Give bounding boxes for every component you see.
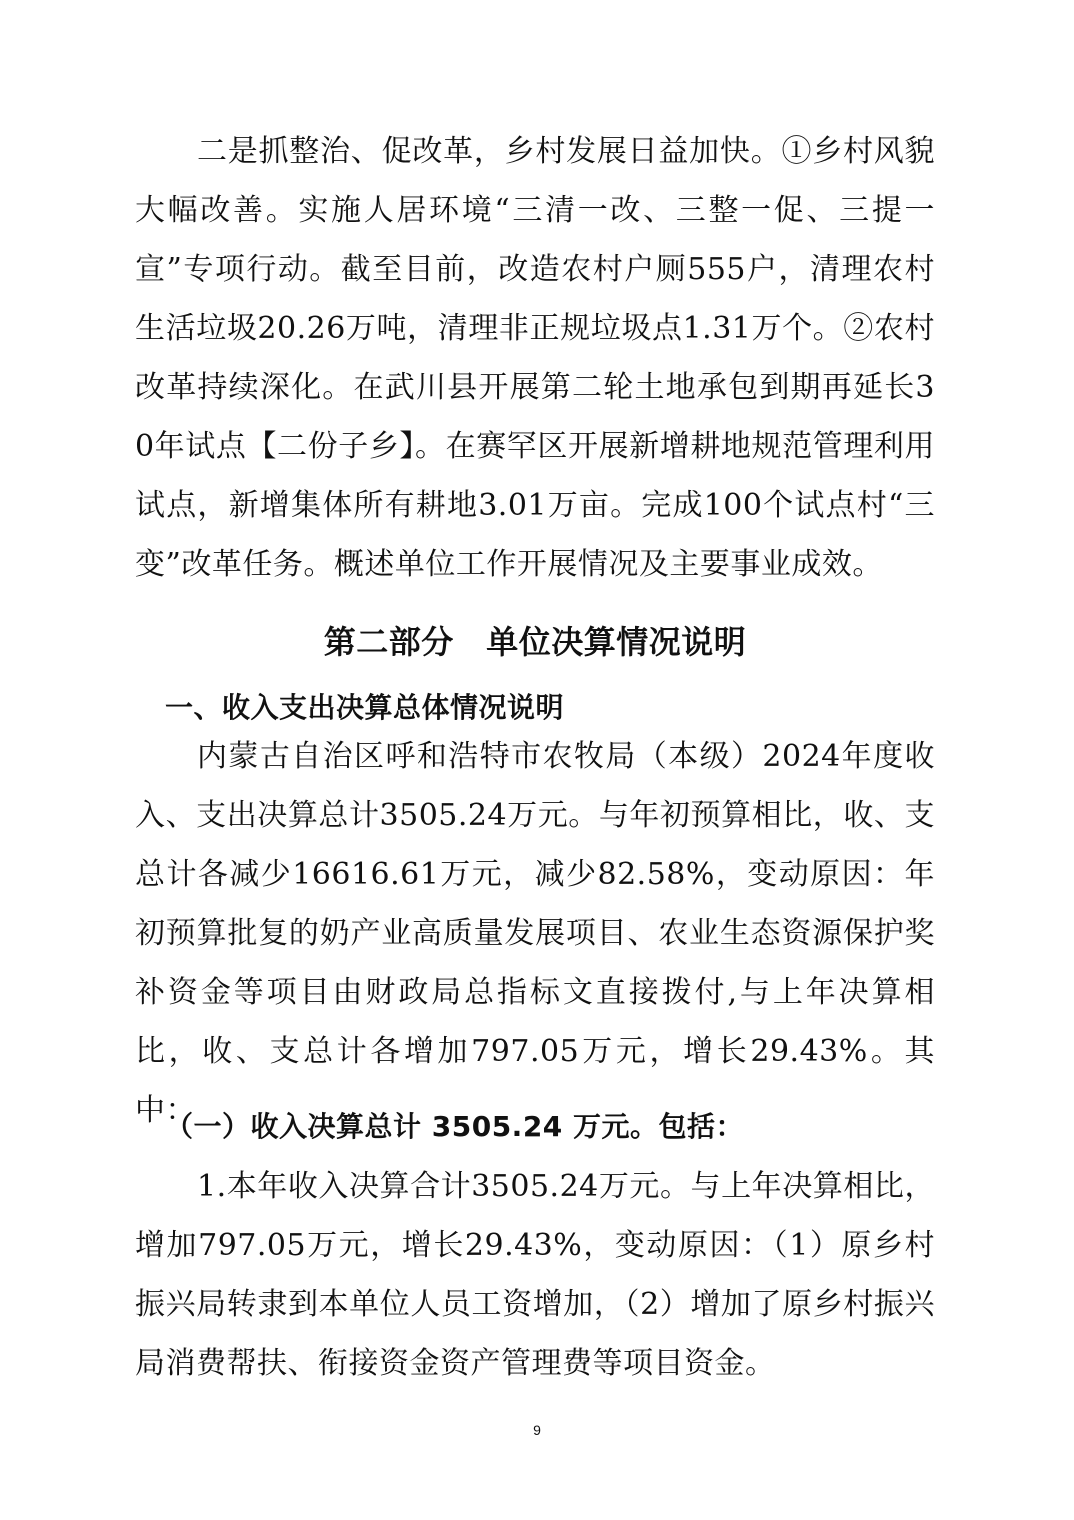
page-number: 9 xyxy=(533,1422,541,1438)
subsection-heading-income: （一）收入决算总计 3505.24 万元。包括： xyxy=(165,1110,745,1143)
paragraph-overall-summary: 内蒙古自治区呼和浩特市农牧局（本级）2024年度收入、支出决算总计3505.24万元。与年初预算相比，收、支总计各减少16616.61万元，减少82.58%，变动原因：年初预算批复的奶产业高质量发展项目、农业生态资源保护奖补资金等项目由财政局总指标文直接拨付,与上年决算相比，收、支总计各增加797.05万元，增长29.43%。其中： xyxy=(135,739,935,1128)
section-heading-overall: 一、收入支出决算总体情况说明 xyxy=(165,691,565,724)
paragraph-rural-reform: 二是抓整治、促改革，乡村发展日益加快。①乡村风貌大幅改善。实施人居环境“三清一改、三整一促、三提一宣”专项行动。截至目前，改造农村户厕555户，清理农村生活垃圾20.26万吨，清理非正规垃圾点1.31万个。②农村改革持续深化。在武川县开展第二轮土地承包到期再延长30年试点【二份子乡】。在赛罕区开展新增耕地规范管理利用试点，新增集体所有耕地3.01万亩。完成100个试点村“三变”改革任务。概述单位工作开展情况及主要事业成效。 xyxy=(135,134,935,582)
paragraph-income-detail: 1.本年收入决算合计3505.24万元。与上年决算相比，增加797.05万元，增长29.43%，变动原因：（1）原乡村振兴局转隶到本单位人员工资增加，（2）增加了原乡村振兴局消费帮扶、衔接资金资产管理费等项目资金。 xyxy=(135,1169,935,1381)
part-two-title: 第二部分 单位决算情况说明 xyxy=(323,623,747,661)
